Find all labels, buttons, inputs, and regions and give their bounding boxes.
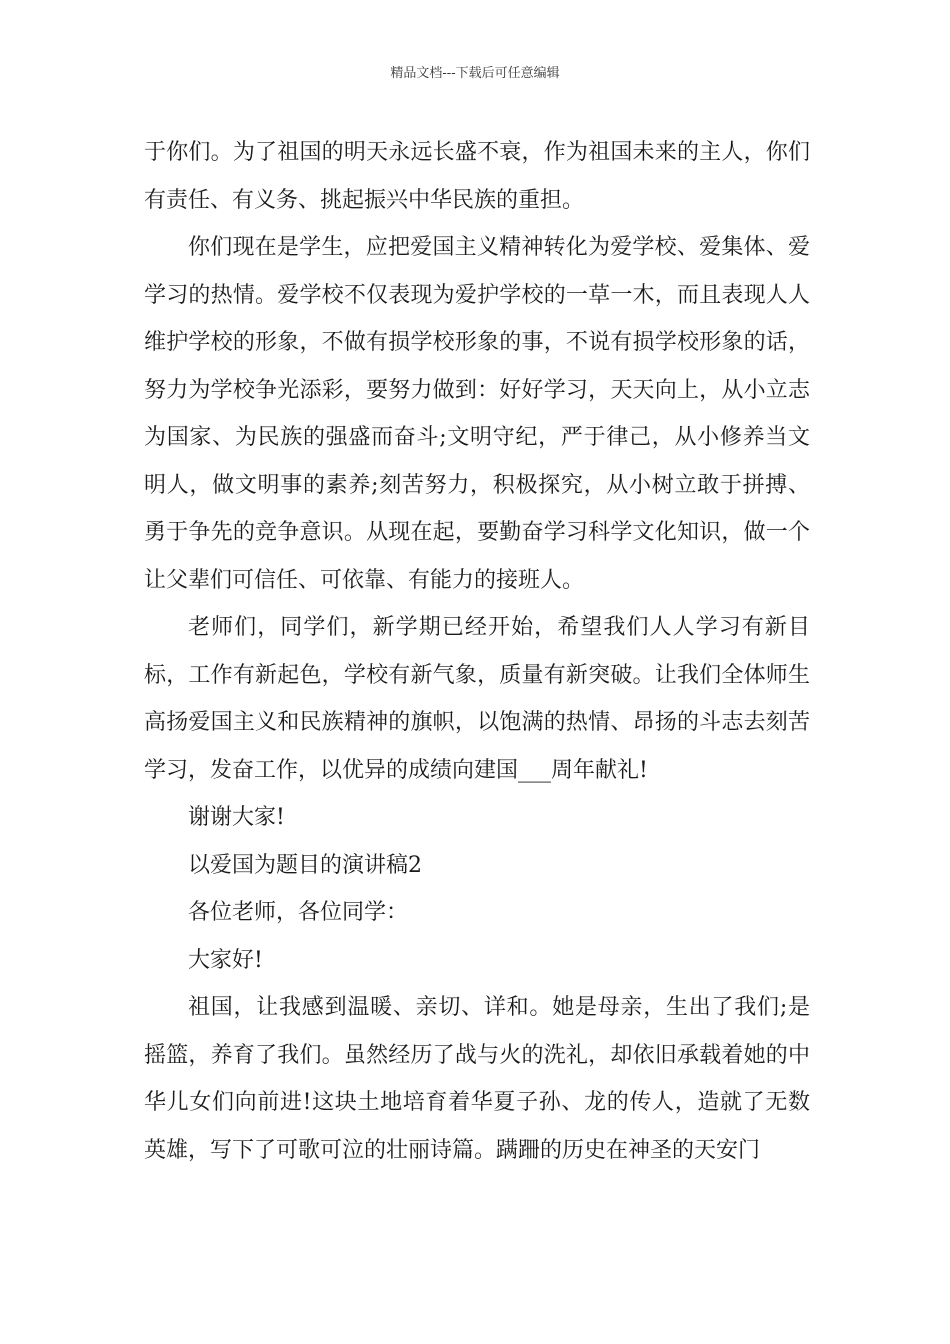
paragraph-motherland: 祖国，让我感到温暖、亲切、详和。她是母亲，生出了我们;是摇篮，养育了我们。虽然经历了战与火的洗礼，却依旧承载着她的中华儿女们向前进!这块土地培育着华夏子孙、龙的传人，造就了无数英雄，写下了可歌可泣的壮丽诗篇。蹒跚的历史在神圣的天安门 (144, 995, 810, 1163)
paragraph-hello: 大家好! (188, 947, 263, 973)
paragraph-new-term: 老师们，同学们，新学期已经开始，希望我们人人学习有新目标，工作有新起色，学校有新气象，质量有新突破。让我们全体师生高扬爱国主义和民族精神的旗帜，以饱满的热情、昂扬的斗志去刻苦学习，发奋工作，以优异的成绩向建国___周年献礼! (144, 615, 810, 783)
document-body (144, 129, 810, 1174)
paragraph-students: 你们现在是学生，应把爱国主义精神转化为爱学校、爱集体、爱学习的热情。爱学校不仅表现为爱护学校的一草一木，而且表现人人维护学校的形象，不做有损学校形象的事，不说有损学校形象的话，努力为学校争光添彩，要努力做到：好好学习，天天向上，从小立志为国家、为民族的强盛而奋斗;文明守纪，严于律己，从小修养当文明人，做文明事的素养;刻苦努力，积极探究，从小树立敢于拼搏、勇于争先的竞争意识。从现在起，要勤奋学习科学文化知识，做一个让父辈们可信任、可依靠、有能力的接班人。 (144, 235, 810, 593)
section-title: 以爱国为题目的演讲稿2 (188, 852, 422, 878)
paragraph-continued: 于你们。为了祖国的明天永远长盛不衰，作为祖国未来的主人，你们有责任、有义务、挑起振兴中华民族的重担。 (144, 140, 810, 213)
paragraph-thanks: 谢谢大家! (188, 805, 285, 830)
paragraph-greeting-audience: 各位老师，各位同学： (188, 900, 409, 925)
page-header: 精品文档---下载后可任意编辑 (390, 66, 560, 81)
